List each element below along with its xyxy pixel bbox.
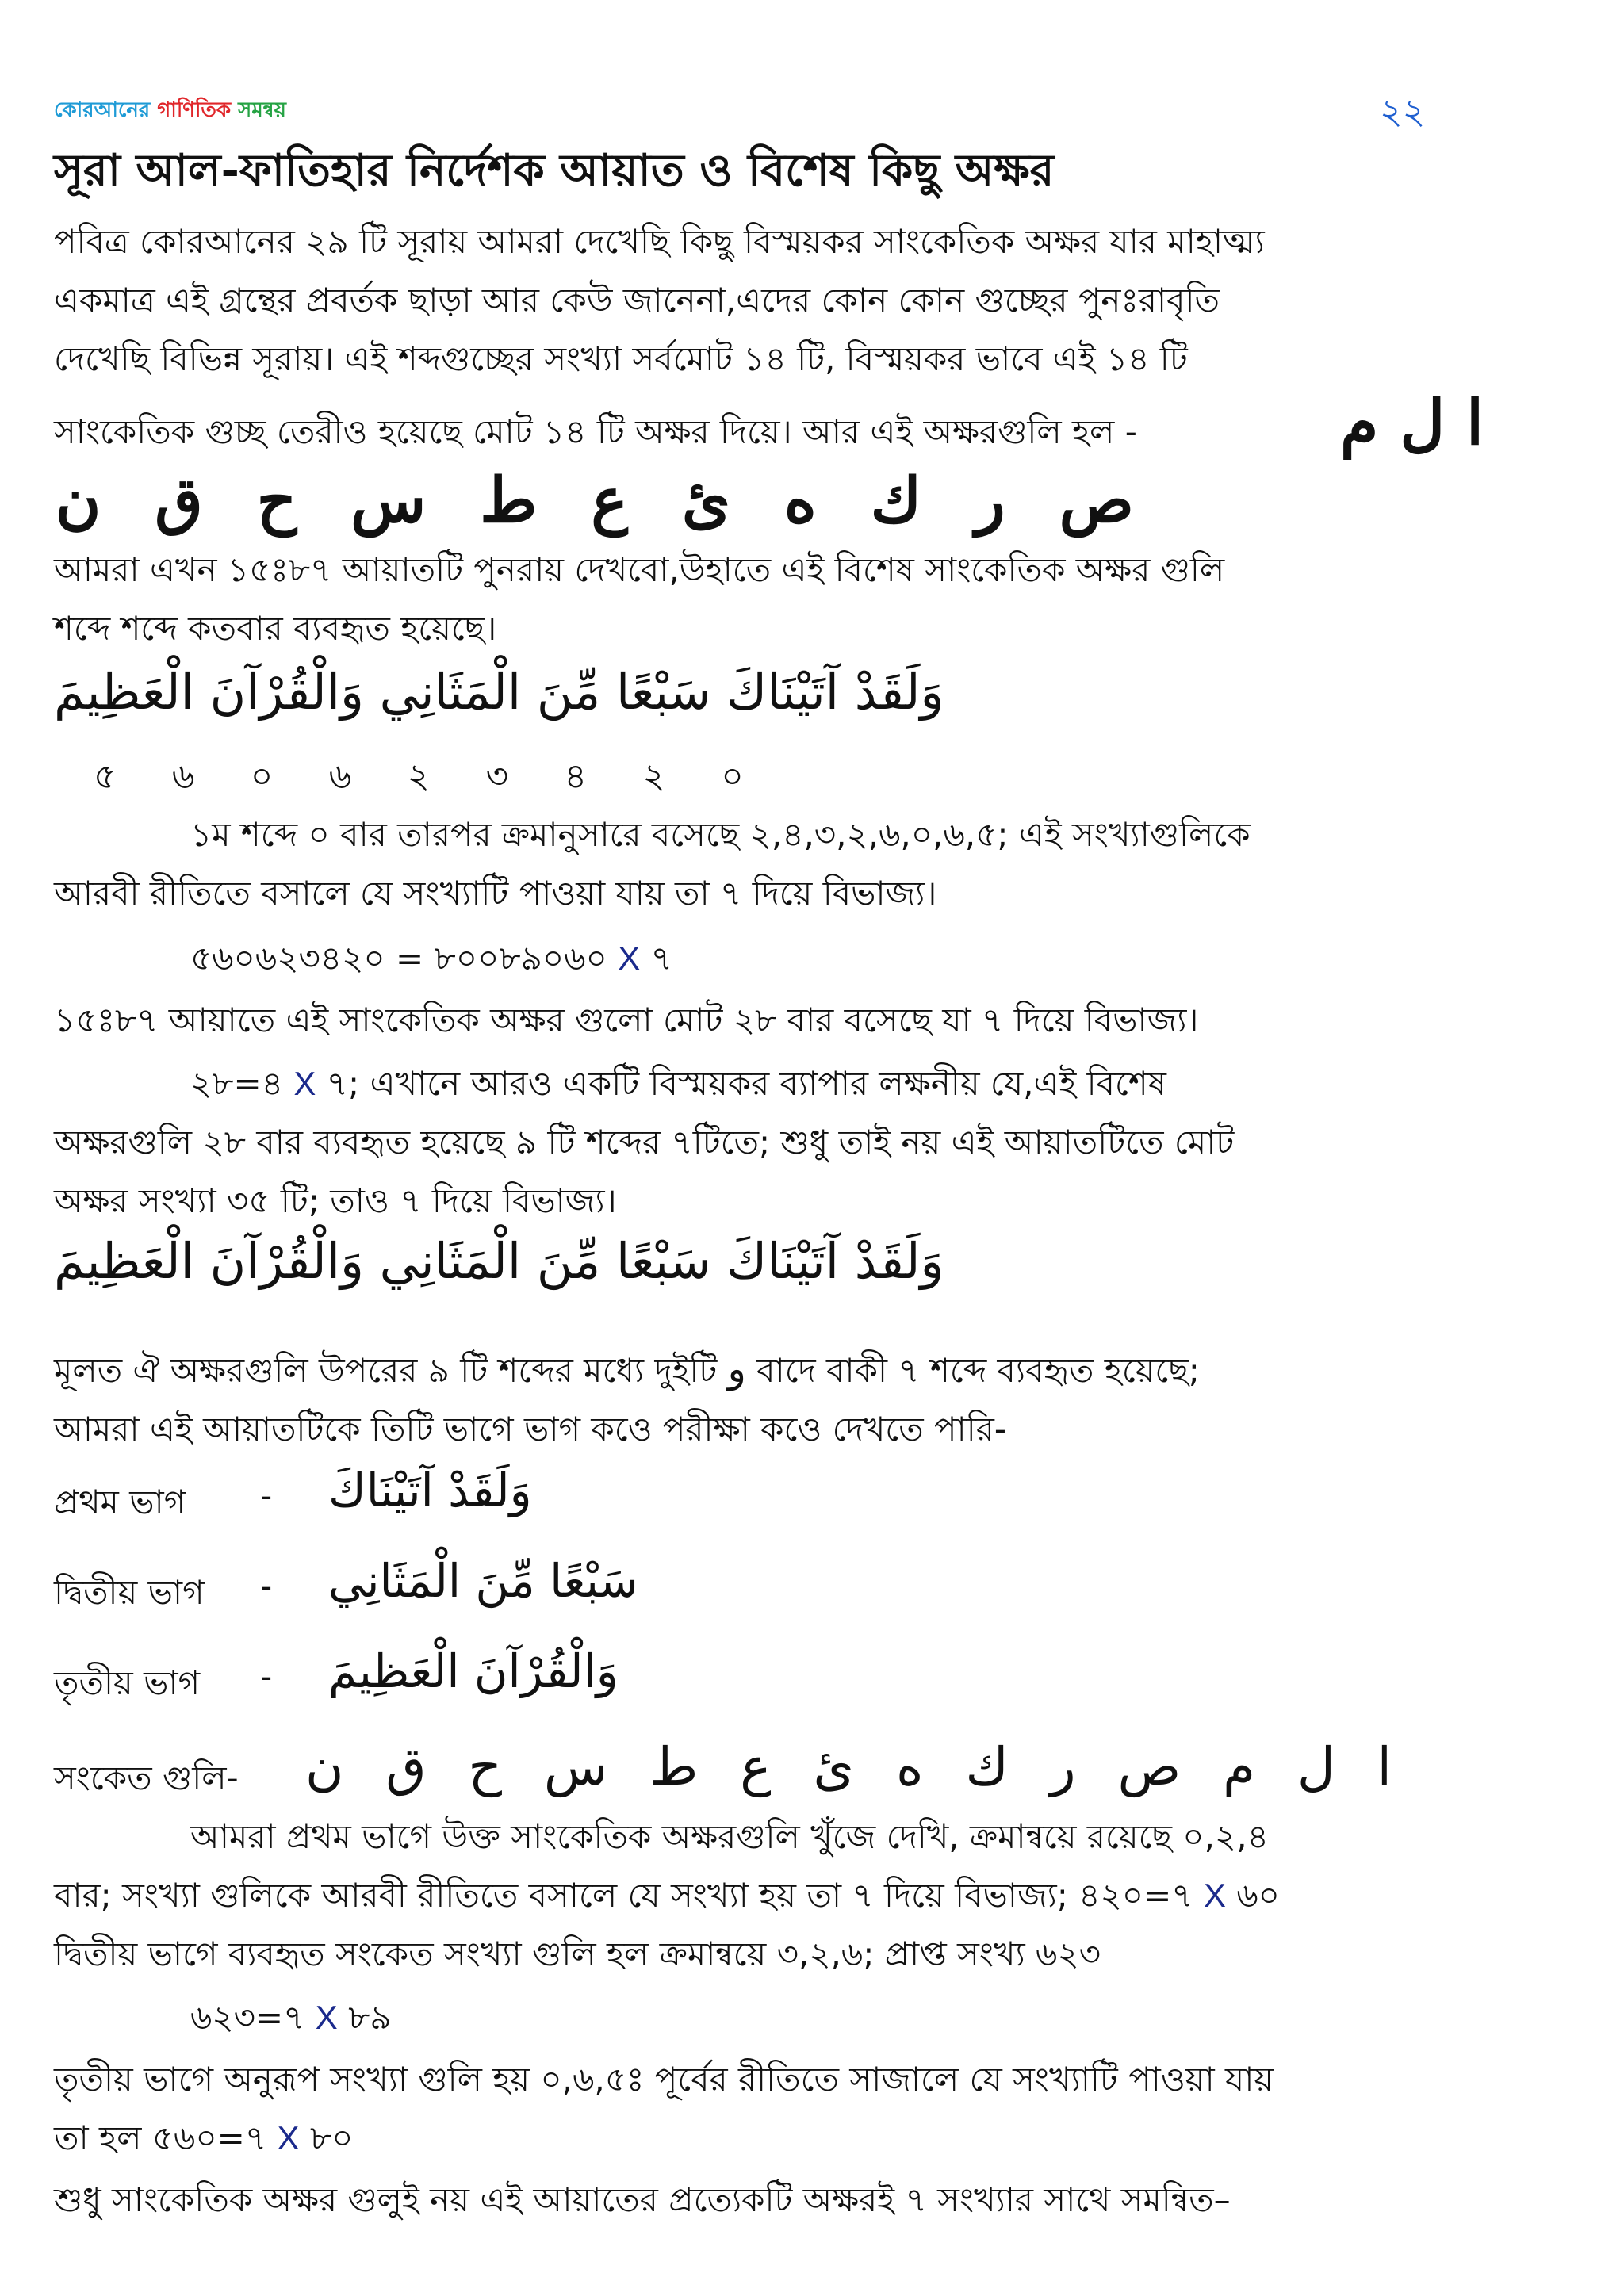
verse-count: ৩ bbox=[485, 756, 509, 797]
code-letter: ع bbox=[740, 1736, 772, 1797]
arabic-letter: ه bbox=[783, 465, 817, 537]
part-1-label: প্রথম ভাগ bbox=[54, 1483, 186, 1521]
code-letter: ح bbox=[468, 1736, 503, 1797]
verse-count: ০ bbox=[250, 756, 274, 797]
para4-line-1: আমরা প্রথম ভাগে উক্ত সাংকেতিক অক্ষরগুলি খুঁজে দেখি, ক্রমান্বয়ে রয়েছে ০,২,৪ bbox=[190, 1817, 1269, 1856]
code-letter: م bbox=[1223, 1736, 1255, 1797]
code-letter: ه bbox=[896, 1736, 924, 1797]
multiply-sign: X bbox=[618, 939, 641, 977]
code-letters-row bbox=[305, 1736, 1392, 1797]
equation-1-left: ৫৬০৬২৩৪২০ = ৮০০৮৯০৬০ bbox=[190, 939, 607, 978]
verse-count: ৪ bbox=[564, 756, 588, 797]
verse-count: ৫ bbox=[94, 756, 117, 797]
equation-1 bbox=[190, 932, 672, 989]
arabic-letter: ط bbox=[480, 465, 538, 537]
arabic-letter: ق bbox=[155, 465, 203, 537]
part-3-dash: - bbox=[260, 1657, 273, 1696]
code-letter: ص bbox=[1117, 1736, 1182, 1797]
para1-line-2: আরবী রীতিতে বসালে যে সংখ্যাটি পাওয়া যায় তা ৭ দিয়ে বিভাজ্য। bbox=[54, 874, 937, 913]
book-title-part2: গাণিতিক bbox=[157, 98, 239, 122]
verse-arabic-1: وَلَقَدْ آتَيْنَاكَ سَبْعًا مِّنَ الْمَثَانِي وَالْقُرْآنَ الْعَظِيمَ bbox=[54, 663, 944, 721]
para5-line-2 bbox=[54, 2112, 353, 2168]
multiply-sign: X bbox=[293, 1065, 316, 1102]
para1-line-1: ১ম শব্দে ০ বার তারপর ক্রমানুসারে বসেছে ২,৪,৩,২,৬,০,৬,৫; এই সংখ্যাগুলিকে bbox=[190, 815, 1251, 854]
multiply-sign: X bbox=[1203, 1877, 1226, 1914]
para3-line-1 bbox=[54, 1345, 1200, 1401]
total-line: ১৫ঃ৮৭ আয়াতে এই সাংকেতিক অক্ষর গুলো মোট ২৮ বার বসেছে যা ৭ দিয়ে বিভাজ্য। bbox=[54, 1001, 1199, 1039]
para4-line-2 bbox=[54, 1869, 1280, 1926]
para2-first-a: ২৮=৪ bbox=[190, 1064, 284, 1103]
part-2-dash: - bbox=[260, 1567, 273, 1605]
code-letter: ن bbox=[305, 1736, 344, 1797]
intro-line-2: একমাত্র এই গ্রন্থের প্রবর্তক ছাড়া আর কেউ জানেনা,এদের কোন কোন গুচ্ছের পুনঃরাবৃতি bbox=[54, 281, 1220, 320]
code-letter: ط bbox=[649, 1736, 699, 1797]
code-letter: ك bbox=[965, 1736, 1009, 1797]
equation-2 bbox=[190, 1992, 392, 2048]
para3-line-2: আমরা এই আয়াতটিকে তিটি ভাগে ভাগ কওে পরীক্ষা কওে দেখতে পারি- bbox=[54, 1410, 1007, 1448]
code-letter: ا bbox=[1377, 1736, 1392, 1797]
multiply-sign: X bbox=[315, 1999, 338, 2036]
arabic-letter: ص bbox=[1059, 465, 1134, 537]
multiply-sign: X bbox=[277, 2119, 300, 2156]
part-1-arabic: وَلَقَدْ آتَيْنَاكَ bbox=[328, 1464, 532, 1517]
intro-inline-arabic: ا ل م bbox=[1340, 387, 1484, 459]
part-2-label: দ্বিতীয় ভাগ bbox=[54, 1573, 205, 1612]
para3-line-1b: বাদে বাকী ৭ শব্দে ব্যবহৃত হয়েছে; bbox=[756, 1351, 1200, 1390]
arabic-letter: س bbox=[350, 465, 427, 537]
code-letter: س bbox=[543, 1736, 608, 1797]
part-2-arabic: سَبْعًا مِّنَ الْمَثَانِي bbox=[328, 1554, 638, 1608]
page-number: ২২ bbox=[1380, 92, 1426, 132]
para2-line-2: অক্ষরগুলি ২৮ বার ব্যবহৃত হয়েছে ৯ টি শব্দের ৭টিতে; শুধু তাই নয় এই আয়াতটিতে মোট bbox=[54, 1123, 1235, 1161]
verse-counts-row bbox=[94, 750, 744, 808]
part-3-label: তৃতীয় ভাগ bbox=[54, 1663, 201, 1702]
equation-1-right: ৭ bbox=[650, 939, 672, 978]
code-letter: ر bbox=[1050, 1736, 1076, 1797]
code-label: সংকেত গুলি- bbox=[54, 1758, 239, 1797]
verse-count: ০ bbox=[721, 756, 744, 797]
arabic-letter: ر bbox=[975, 465, 1005, 537]
verse-count: ২ bbox=[642, 756, 665, 797]
part-3-arabic: وَالْقُرْآنَ الْعَظِيمَ bbox=[328, 1644, 619, 1698]
equation-2-right: ৮৯ bbox=[348, 1998, 392, 2037]
para4-line-2b: ৬০ bbox=[1236, 1876, 1280, 1915]
para2-line-1 bbox=[190, 1058, 1166, 1114]
para3-arabic-waw: و bbox=[727, 1347, 746, 1391]
code-letter: ل bbox=[1297, 1736, 1335, 1797]
intro-line-3: দেখেছি বিভিন্ন সূরায়। এই শব্দগুচ্ছের সংখ্যা সর্বমোট ১৪ টি, বিস্ময়কর ভাবে এই ১৪ টি bbox=[54, 339, 1188, 378]
verse-arabic-2: وَلَقَدْ آتَيْنَاكَ سَبْعًا مِّنَ الْمَثَانِي وَالْقُرْآنَ الْعَظِيمَ bbox=[54, 1232, 944, 1290]
para2-first-b: ৭; এখানে আরও একটি বিস্ময়কর ব্যাপার লক্ষনীয় যে,এই বিশেষ bbox=[326, 1064, 1166, 1103]
code-letter: ئ bbox=[813, 1736, 855, 1797]
code-letter: ق bbox=[385, 1736, 427, 1797]
para3-line-1a: মূলত ঐ অক্ষরগুলি উপরের ৯ টি শব্দের মধ্যে দুইটি bbox=[54, 1351, 718, 1390]
verse-count: ৬ bbox=[171, 756, 195, 797]
verse-count: ২ bbox=[407, 756, 431, 797]
book-title-part1: কোরআনের bbox=[54, 98, 158, 122]
body-line-after-letters-2: শব্দে শব্দে কতবার ব্যবহৃত হয়েছে। bbox=[54, 609, 497, 648]
intro-line-1: পবিত্র কোরআনের ২৯ টি সূরায় আমরা দেখেছি কিছু বিস্ময়কর সাংকেতিক অক্ষর যার মাহাত্ম্য bbox=[54, 222, 1265, 261]
para2-line-3: অক্ষর সংখ্যা ৩৫ টি; তাও ৭ দিয়ে বিভাজ্য। bbox=[54, 1181, 617, 1220]
book-title-part3: সমন্বয় bbox=[238, 98, 286, 122]
arabic-letter: ع bbox=[591, 465, 628, 537]
para5-line-1: তৃতীয় ভাগে অনুরূপ সংখ্যা গুলি হয় ০,৬,৫ঃ পূর্বের রীতিতে সাজালে যে সংখ্যাটি পাওয়া যায় bbox=[54, 2060, 1274, 2099]
intro-line-4: সাংকেতিক গুচ্ছ তেরীও হয়েছে মোট ১৪ টি অক্ষর দিয়ে। আর এই অক্ষরগুলি হল - bbox=[54, 412, 1137, 451]
book-title bbox=[54, 94, 286, 128]
para4-line-2a: বার; সংখ্যা গুলিকে আরবী রীতিতে বসালে যে সংখ্যা হয় তা ৭ দিয়ে বিভাজ্য; ৪২০=৭ bbox=[54, 1876, 1193, 1915]
para4-line-3: দ্বিতীয় ভাগে ব্যবহৃত সংকেত সংখ্যা গুলি হল ক্রমান্বয়ে ৩,২,৬; প্রাপ্ত সংখ্য ৬২৩ bbox=[54, 1934, 1101, 1973]
verse-count: ৬ bbox=[328, 756, 352, 797]
para5-line-2a: তা হল ৫৬০=৭ bbox=[54, 2118, 267, 2157]
arabic-letter: ئ bbox=[681, 465, 730, 537]
arabic-letter: ح bbox=[256, 465, 297, 537]
arabic-letter: ك bbox=[870, 465, 922, 537]
body-line-after-letters-1: আমরা এখন ১৫ঃ৮৭ আয়াতটি পুনরায় দেখবো,উহাতে এই বিশেষ সাংকেতিক অক্ষর গুলি bbox=[54, 550, 1225, 589]
last-line: শুধু সাংকেতিক অক্ষর গুলুই নয় এই আয়াতের প্রত্যেকটি অক্ষরই ৭ সংখ্যার সাথে সমন্বিত– bbox=[54, 2180, 1231, 2219]
arabic-letters-row bbox=[56, 465, 1134, 537]
equation-2-left: ৬২৩=৭ bbox=[190, 1998, 305, 2037]
arabic-letter: ن bbox=[56, 465, 102, 537]
part-1-dash: - bbox=[260, 1476, 273, 1515]
para5-line-2b: ৮০ bbox=[309, 2118, 354, 2157]
section-title: সূরা আল-ফাতিহার নির্দেশক আয়াত ও বিশেষ কিছু অক্ষর bbox=[54, 145, 1055, 197]
